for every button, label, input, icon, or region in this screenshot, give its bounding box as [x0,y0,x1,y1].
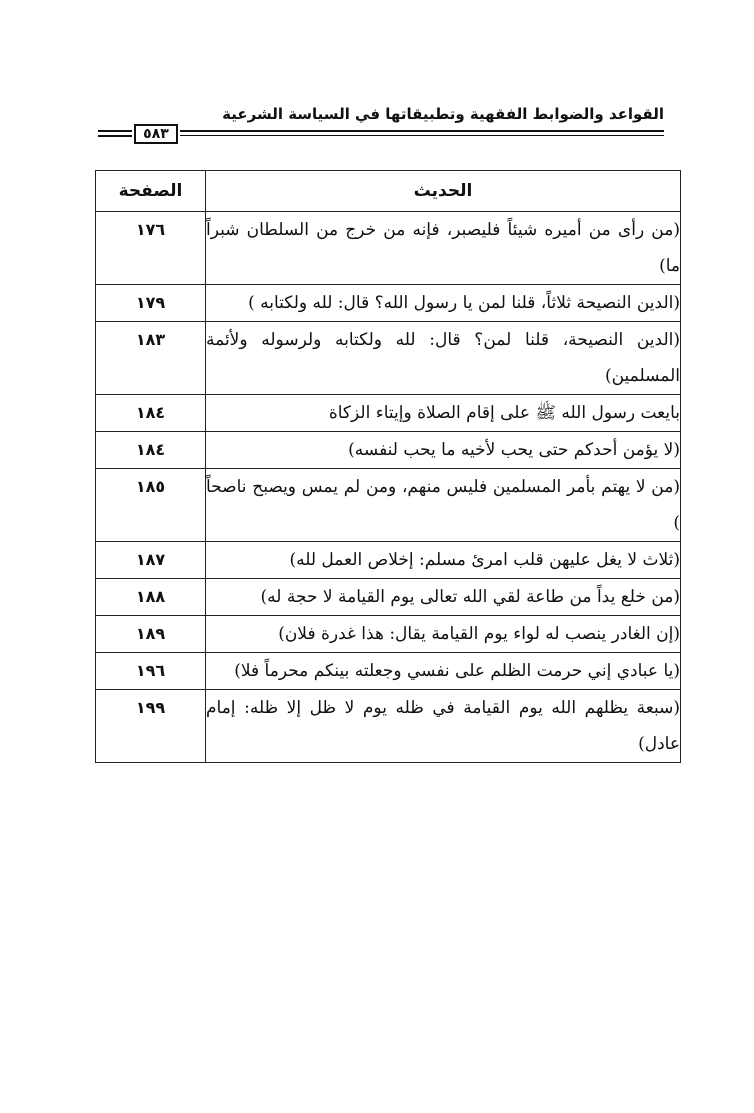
hadith-text: (الدين النصيحة ثلاثاً، قلنا لمن يا رسول الله؟ قال: لله ولكتابه ) [206,285,681,322]
hadith-page: ١٨٧ [96,542,206,579]
hadith-page: ١٧٩ [96,285,206,322]
table-row [96,616,681,653]
hadith-text: (ثلاث لا يغل عليهن قلب امرئ مسلم: إخلاص العمل لله) [206,542,681,579]
table-header-row [96,171,681,212]
header-rule [180,130,664,139]
bar-top [98,130,132,132]
hadith-page: ١٩٦ [96,653,206,690]
column-header-hadith: الحديث [206,171,681,212]
hadith-page: ١٧٦ [96,212,206,285]
hadith-text: (لا يؤمن أحدكم حتى يحب لأخيه ما يحب لنفسه) [206,432,681,469]
table-row [96,542,681,579]
table-row [96,212,681,285]
bar-bottom [98,135,132,137]
table-row [96,653,681,690]
hadith-text: (الدين النصيحة، قلنا لمن؟ قال: لله ولكتابه ولرسوله ولأئمة المسلمين) [206,322,681,395]
table-row [96,432,681,469]
hadith-text: (من خلع يداً من طاعة لقي الله تعالى يوم القيامة لا حجة له) [206,579,681,616]
hadith-text: (من لا يهتم بأمر المسلمين فليس منهم، ومن لم يمس ويصبح ناصحاً ) [206,469,681,542]
hadith-page: ١٨٤ [96,432,206,469]
hadith-page: ١٨٩ [96,616,206,653]
table-row [96,395,681,432]
page-number: ٥٨٣ [134,124,178,144]
header-rule-thick [180,130,664,132]
table-row [96,469,681,542]
hadith-page: ١٨٤ [96,395,206,432]
hadith-text: (يا عبادي إني حرمت الظلم على نفسي وجعلته بينكم محرماً فلا) [206,653,681,690]
page-number-bars [98,130,132,139]
table-row [96,285,681,322]
hadith-text: (إن الغادر ينصب له لواء يوم القيامة يقال: هذا غدرة فلان) [206,616,681,653]
column-header-page: الصفحة [96,171,206,212]
table-row [96,690,681,763]
hadith-page: ١٨٥ [96,469,206,542]
hadith-text: بايعت رسول الله ﷺ على إقام الصلاة وإيتاء الزكاة [206,395,681,432]
hadith-text: (من رأى من أميره شيئاً فليصبر، فإنه من خرج من السلطان شبراً ما) [206,212,681,285]
hadith-index-table [95,170,681,763]
hadith-text: (سبعة يظلهم الله يوم القيامة في ظله يوم لا ظل إلا ظله: إمام عادل) [206,690,681,763]
hadith-page: ١٨٨ [96,579,206,616]
table-row [96,579,681,616]
running-title: القواعد والضوابط الفقهية وتطبيقاتها في السياسة الشرعية [222,105,664,123]
table-row [96,322,681,395]
hadith-page: ١٨٣ [96,322,206,395]
header-rule-thin [180,135,664,136]
hadith-page: ١٩٩ [96,690,206,763]
